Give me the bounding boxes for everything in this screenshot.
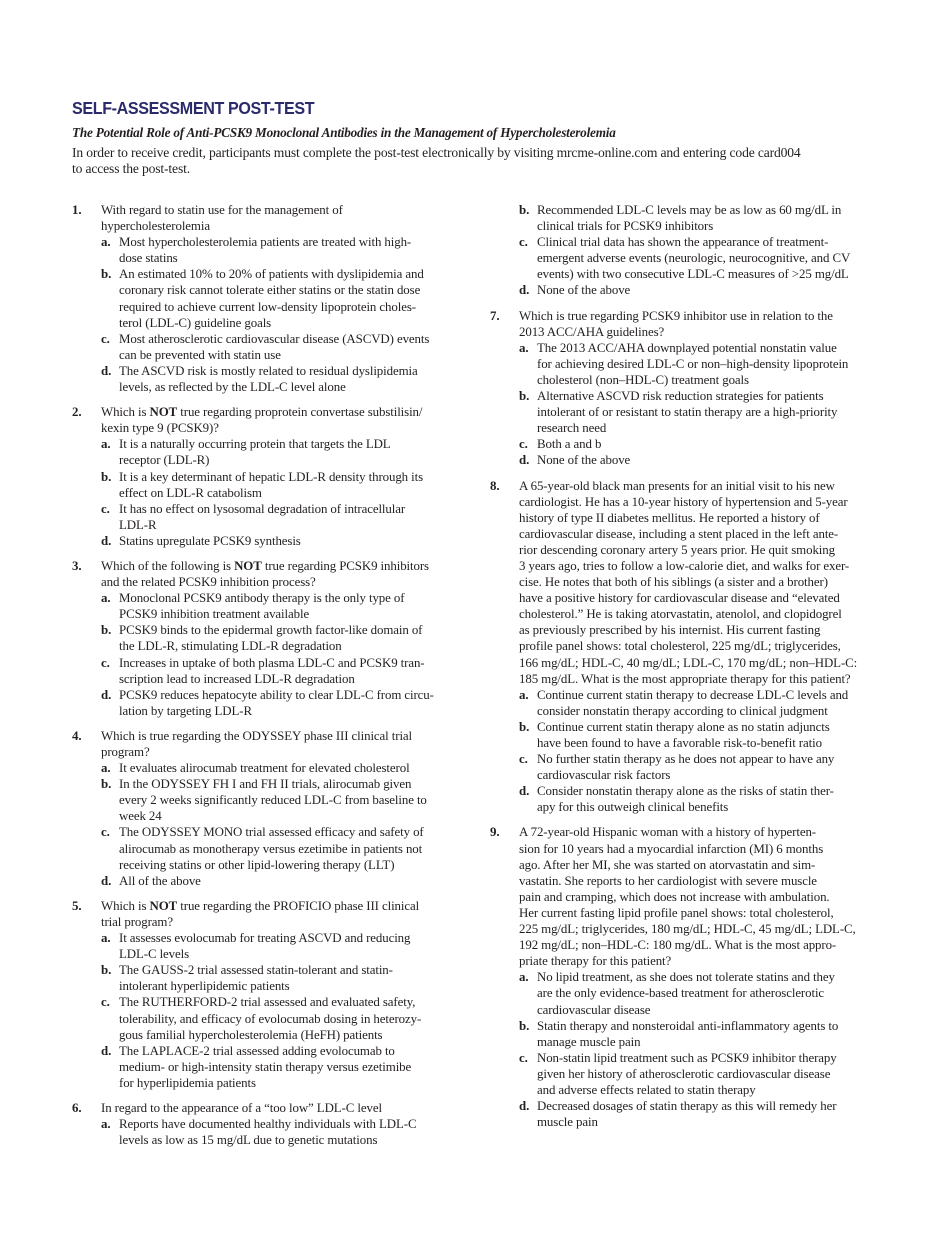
option-letter: a. [101,591,111,606]
option-text-line: for hyperlipidemia patients [119,1075,256,1090]
question-3 [72,558,472,719]
option-text-line: Non-statin lipid treatment such as PCSK9 inhibitor therapy [537,1050,837,1065]
question-stem-line: Which is true regarding the ODYSSEY phase III clinical trial [101,728,413,743]
question-stem [101,404,472,436]
option-letter: d. [101,533,112,548]
option-text-line: cardiovascular risk factors [537,768,671,783]
option-text-line: An estimated 10% to 20% of patients with dyslipidemia and [119,267,424,282]
option-text-line: Clinical trial data has shown the appearance of treatment- [537,235,829,250]
answer-option-c [519,436,890,452]
question-number: 4. [72,728,82,743]
answer-options [101,590,472,719]
option-text-line: Reports have documented healthy individuals with LDL-C [119,1117,417,1132]
answer-option-b [101,622,472,654]
option-text-line: Recommended LDL-C levels may be as low as 60 mg/dL in [537,203,842,217]
option-text-line: consider nonstatin therapy according to clinical judgment [537,703,828,718]
question-stem-line: kexin type 9 (PCSK9)? [101,421,219,436]
question-stem-line: cardiologist. He has a 10-year history of hypertension and 5-year [519,494,848,509]
answer-options [519,687,890,816]
option-text-line: Monoclonal PCSK9 antibody therapy is the only type of [119,591,405,606]
question-stem-line: pain and cramping, which does not increase with ambulation. [519,889,830,904]
intro-line: In order to receive credit, participants must complete the post-test electronically by visiting mrcme-online.com and entering code card004 [72,145,801,160]
question-stem-line: 2013 ACC/AHA guidelines? [519,324,665,339]
option-text-line: and adverse effects related to statin therapy [537,1082,756,1097]
right-column [490,202,890,1139]
question-stem [101,728,472,760]
option-text-line: Most atherosclerotic cardiovascular disease (ASCVD) events [119,331,430,346]
question-stem-line: as previously prescribed by his internist. His current fasting [519,623,821,638]
option-text-line: the LDL-R, stimulating LDL-R degradation [119,639,342,654]
question-number: 7. [490,308,500,323]
option-text-line: All of the above [119,873,201,888]
option-text-line: It is a naturally occurring protein that targets the LDL [119,437,391,452]
option-text-line: given her history of atherosclerotic cardiovascular disease [537,1066,831,1081]
question-2 [72,404,472,549]
question-stem [519,308,890,340]
question-4 [72,728,472,889]
option-text-line: Statin therapy and nonsteroidal anti-inflammatory agents to [537,1018,839,1033]
answer-option-b [519,388,890,436]
option-text-line: scription lead to increased LDL-R degradation [119,671,355,686]
answer-option-c [101,994,472,1042]
option-letter: a. [101,931,111,946]
question-stem-line: cardiovascular disease, including a stent placed in the left ante- [519,526,839,541]
question-number: 6. [72,1100,82,1115]
option-letter: d. [101,687,112,702]
answer-option-c [519,234,890,282]
option-letter: a. [101,761,111,776]
question-stem-line: program? [101,745,150,759]
option-text-line: It has no effect on lysosomal degradation of intracellular [119,501,406,516]
option-text-line: events) with two consecutive LDL-C measures of >25 mg/dL [537,267,849,282]
option-text-line: LDL-R [119,517,157,532]
option-letter: a. [101,235,111,250]
option-text-line: Consider nonstatin therapy alone as the risks of statin ther- [537,784,834,799]
option-text-line: are the only evidence-based treatment for atherosclerotic [537,986,825,1001]
option-text-line: It evaluates alirocumab treatment for elevated cholesterol [119,761,410,776]
question-stem-line: Which is NOT true regarding the PROFICIO phase III clinical [101,898,420,913]
question-9 [490,824,890,1130]
option-text-line: PCSK9 binds to the epidermal growth factor-like domain of [119,623,423,638]
answer-options [101,1116,472,1148]
question-stem-line: 225 mg/dL; triglycerides, 180 mg/dL; HDL-C, 45 mg/dL; LDL-C, [519,922,856,937]
answer-options [519,969,890,1130]
option-letter: b. [101,777,112,792]
question-6 [490,202,890,299]
question-stem-line: In regard to the appearance of a “too low” LDL-C level [101,1100,382,1115]
option-letter: b. [519,719,530,734]
option-letter: b. [519,203,530,217]
option-text-line: intolerant hyperlipidemic patients [119,979,290,994]
answer-option-a [101,760,472,776]
option-text-line: Statins upregulate PCSK9 synthesis [119,533,301,548]
option-text-line: medium- or high-intensity statin therapy versus ezetimibe [119,1059,412,1074]
question-stem [101,1100,472,1116]
option-text-line: No further statin therapy as he does not appear to have any [537,752,835,767]
question-stem-line: A 65-year-old black man presents for an initial visit to his new [519,478,835,493]
option-letter: c. [519,1050,528,1065]
question-number: 1. [72,203,82,217]
emphasis-not: NOT [149,405,178,420]
answer-option-c [101,331,472,363]
answer-option-b [101,469,472,501]
option-text-line: manage muscle pain [537,1034,641,1049]
question-stem-line: rior descending coronary artery 5 years prior. He quit smoking [519,542,835,557]
question-8 [490,478,890,816]
option-text-line: None of the above [537,453,631,468]
option-text-line: terol (LDL-C) guideline goals [119,315,272,330]
option-text-line: coronary risk cannot tolerate either statins or the statin dose [119,283,421,298]
option-text-line: Increases in uptake of both plasma LDL-C and PCSK9 tran- [119,655,425,670]
question-stem [519,478,890,687]
option-text-line: LDL-C levels [119,947,190,962]
option-letter: b. [101,267,112,282]
answer-option-d [519,452,890,468]
option-text-line: Continue current statin therapy alone as no statin adjuncts [537,719,830,734]
option-letter: a. [101,1117,111,1132]
option-text-line: muscle pain [537,1115,598,1130]
option-text-line: PCSK9 reduces hepatocyte ability to clear LDL-C from circu- [119,687,434,702]
option-text-line: emergent adverse events (neurologic, neurocognitive, and CV [537,251,851,266]
answer-option-a [101,234,472,266]
intro-line: to access the post-test. [72,161,190,177]
question-7 [490,308,890,469]
option-letter: c. [101,331,110,346]
option-text-line: The RUTHERFORD-2 trial assessed and evaluated safety, [119,995,416,1010]
question-stem-line: priate therapy for this patient? [519,954,672,969]
answer-option-b [101,266,472,330]
answer-option-c [101,824,472,872]
question-stem [101,898,472,930]
option-text-line: alirocumab as monotherapy versus ezetimibe in patients not [119,841,423,856]
answer-option-b [101,962,472,994]
option-text-line: Alternative ASCVD risk reduction strategies for patients [537,389,824,404]
answer-option-d [519,282,890,298]
option-text-line: It is a key determinant of hepatic LDL-R density through its [119,469,424,484]
question-stem-line: Which is true regarding PCSK9 inhibitor use in relation to the [519,308,833,323]
option-letter: c. [101,501,110,516]
option-text-line: every 2 weeks significantly reduced LDL-C from baseline to [119,793,427,808]
question-stem-line: profile panel shows: total cholesterol, 225 mg/dL; triglycerides, [519,639,841,654]
option-letter: c. [101,825,110,840]
answer-options [519,340,890,469]
answer-options [101,234,472,395]
option-text-line: Decreased dosages of statin therapy as this will remedy her [537,1099,837,1114]
question-6 [72,1100,472,1148]
question-stem-line: 185 mg/dL. What is the most appropriate therapy for this patient? [519,671,851,686]
option-letter: a. [519,687,529,702]
answer-option-b [519,202,890,234]
option-text-line: levels, as reflected by the LDL-C level alone [119,380,346,395]
question-stem-line: have a positive history for cardiovascular disease and “elevated [519,591,840,606]
option-text-line: have been found to have a favorable risk-to-benefit ratio [537,736,822,750]
question-stem [519,824,890,969]
option-text-line: Most hypercholesterolemia patients are treated with high- [119,235,412,250]
answer-option-a [101,930,472,962]
option-text-line: lation by targeting LDL-R [119,703,252,718]
question-number: 3. [72,558,82,573]
answer-option-d [101,873,472,889]
answer-option-c [519,751,890,783]
question-stem-line: Her current fasting lipid profile panel shows: total cholesterol, [519,905,834,920]
option-text-line: The ASCVD risk is mostly related to residual dyslipidemia [119,363,418,378]
question-stem-line: cholesterol.” He is taking atorvastatin, atenolol, and clopidogrel [519,607,842,622]
option-letter: b. [101,469,112,484]
question-stem-line: sion for 10 years had a myocardial infarction (MI) 6 months [519,841,824,856]
option-text-line: None of the above [537,283,631,298]
option-text-line: The 2013 ACC/AHA downplayed potential nonstatin value [537,340,837,355]
option-text-line: for achieving desired LDL-C or non–high-density lipoprotein [537,356,849,371]
option-text-line: The ODYSSEY MONO trial assessed efficacy and safety of [119,825,424,840]
answer-option-b [519,1018,890,1050]
answer-option-b [101,776,472,824]
option-text-line: No lipid treatment, as she does not tolerate statins and they [537,970,835,985]
option-text-line: can be prevented with statin use [119,347,281,362]
document-subtitle: The Potential Role of Anti-PCSK9 Monoclonal Antibodies in the Management of Hypercholesterolemia [72,125,616,140]
option-letter: c. [101,995,110,1010]
option-text-line: gous familial hypercholesterolemia (HeFH) patients [119,1027,383,1042]
answer-option-c [101,655,472,687]
question-stem-line: 166 mg/dL; HDL-C, 40 mg/dL; LDL-C, 170 mg/dL; non–HDL-C: [519,655,858,670]
option-text-line: Continue current statin therapy to decrease LDL-C levels and [537,687,849,702]
answer-option-d [101,687,472,719]
answer-option-a [519,340,890,388]
question-number: 8. [490,478,500,493]
answer-option-d [519,1098,890,1130]
answer-options [101,760,472,889]
option-text-line: tolerability, and efficacy of evolocumab dosing in heterozy- [119,1011,422,1026]
option-letter: c. [101,655,110,670]
option-letter: a. [519,970,529,985]
answer-option-d [101,1043,472,1091]
answer-option-a [519,969,890,1017]
option-letter: b. [519,1018,530,1033]
emphasis-not: NOT [234,558,262,573]
question-stem-line: trial program? [101,914,173,929]
option-letter: b. [101,623,112,638]
question-stem-line: A 72-year-old Hispanic woman with a history of hyperten- [519,825,816,840]
question-stem-line: Which of the following is NOT true regarding PCSK9 inhibitors [101,558,429,573]
left-column [72,202,472,1157]
option-text-line: week 24 [119,809,162,824]
option-letter: c. [519,752,528,767]
option-text-line: intolerant of or resistant to statin therapy are a high-priority [537,405,838,420]
question-stem-line: With regard to statin use for the management of [101,203,343,217]
question-stem [101,202,472,234]
option-text-line: cholesterol (non–HDL-C) treatment goals [537,372,749,387]
answer-option-b [519,719,890,751]
option-text-line: receiving statins or other lipid-lowering therapy (LLT) [119,857,395,872]
option-text-line: cardiovascular disease [537,1002,651,1017]
question-number: 5. [72,898,82,913]
question-stem-line: Which is NOT true regarding proprotein convertase substilisin/ [101,405,423,420]
option-letter: d. [519,784,530,799]
answer-option-d [519,783,890,815]
answer-option-d [101,363,472,395]
emphasis-not: NOT [149,898,178,913]
question-1 [72,202,472,395]
answer-option-c [101,501,472,533]
option-letter: d. [101,1043,112,1058]
answer-option-a [101,1116,472,1148]
option-text-line: dose statins [119,251,178,266]
option-text-line: receptor (LDL-R) [119,453,210,468]
option-letter: b. [101,963,112,978]
option-text-line: research need [537,421,607,436]
question-stem [101,558,472,590]
option-text-line: effect on LDL-R catabolism [119,485,262,500]
option-text-line: apy for this outweigh clinical benefits [537,800,729,815]
option-letter: b. [519,389,530,404]
option-letter: d. [519,1099,530,1114]
question-stem-line: 3 years ago, tries to follow a low-calorie diet, and walks for exer- [519,558,850,573]
answer-option-a [101,590,472,622]
question-stem-line: vastatin. She reports to her cardiologist with severe muscle [519,873,817,888]
question-5 [72,898,472,1091]
option-letter: d. [519,453,530,468]
answer-option-a [101,436,472,468]
option-letter: c. [519,235,528,250]
option-text-line: It assesses evolocumab for treating ASCVD and reducing [119,931,411,946]
option-text-line: The GAUSS-2 trial assessed statin-tolerant and statin- [119,963,393,978]
option-text-line: PCSK9 inhibition treatment available [119,607,310,622]
option-text-line: levels as low as 15 mg/dL due to genetic mutations [119,1133,378,1148]
option-letter: d. [101,873,112,888]
answer-option-c [519,1050,890,1098]
option-letter: a. [101,437,111,452]
option-text-line: clinical trials for PCSK9 inhibitors [537,219,714,234]
answer-options [101,930,472,1091]
question-stem-line: history of type II diabetes mellitus. He reported a history of [519,510,820,525]
answer-option-a [519,687,890,719]
option-letter: d. [519,283,530,298]
question-stem-line: 192 mg/dL; non–HDL-C: 180 mg/dL. What is the most appro- [519,938,837,953]
question-stem-line: hypercholesterolemia [101,219,210,234]
option-letter: c. [519,437,528,452]
option-letter: d. [101,363,112,378]
page-heading: SELF-ASSESSMENT POST-TEST [72,98,315,118]
option-text-line: In the ODYSSEY FH I and FH II trials, alirocumab given [119,777,412,792]
question-number: 9. [490,825,500,840]
answer-options [101,436,472,549]
answer-options [519,202,890,299]
question-stem-line: cise. He notes that both of his siblings (a sister and a brother) [519,575,828,590]
question-stem-line: and the related PCSK9 inhibition process? [101,575,316,590]
intro-paragraph [72,145,902,177]
question-number: 2. [72,405,82,420]
option-letter: a. [519,340,529,355]
option-text-line: required to achieve current low-density lipoprotein choles- [119,299,416,314]
answer-option-d [101,533,472,549]
question-stem-line: ago. After her MI, she was started on atorvastatin and sim- [519,857,816,872]
option-text-line: Both a and b [537,437,602,452]
option-text-line: The LAPLACE-2 trial assessed adding evolocumab to [119,1043,395,1058]
